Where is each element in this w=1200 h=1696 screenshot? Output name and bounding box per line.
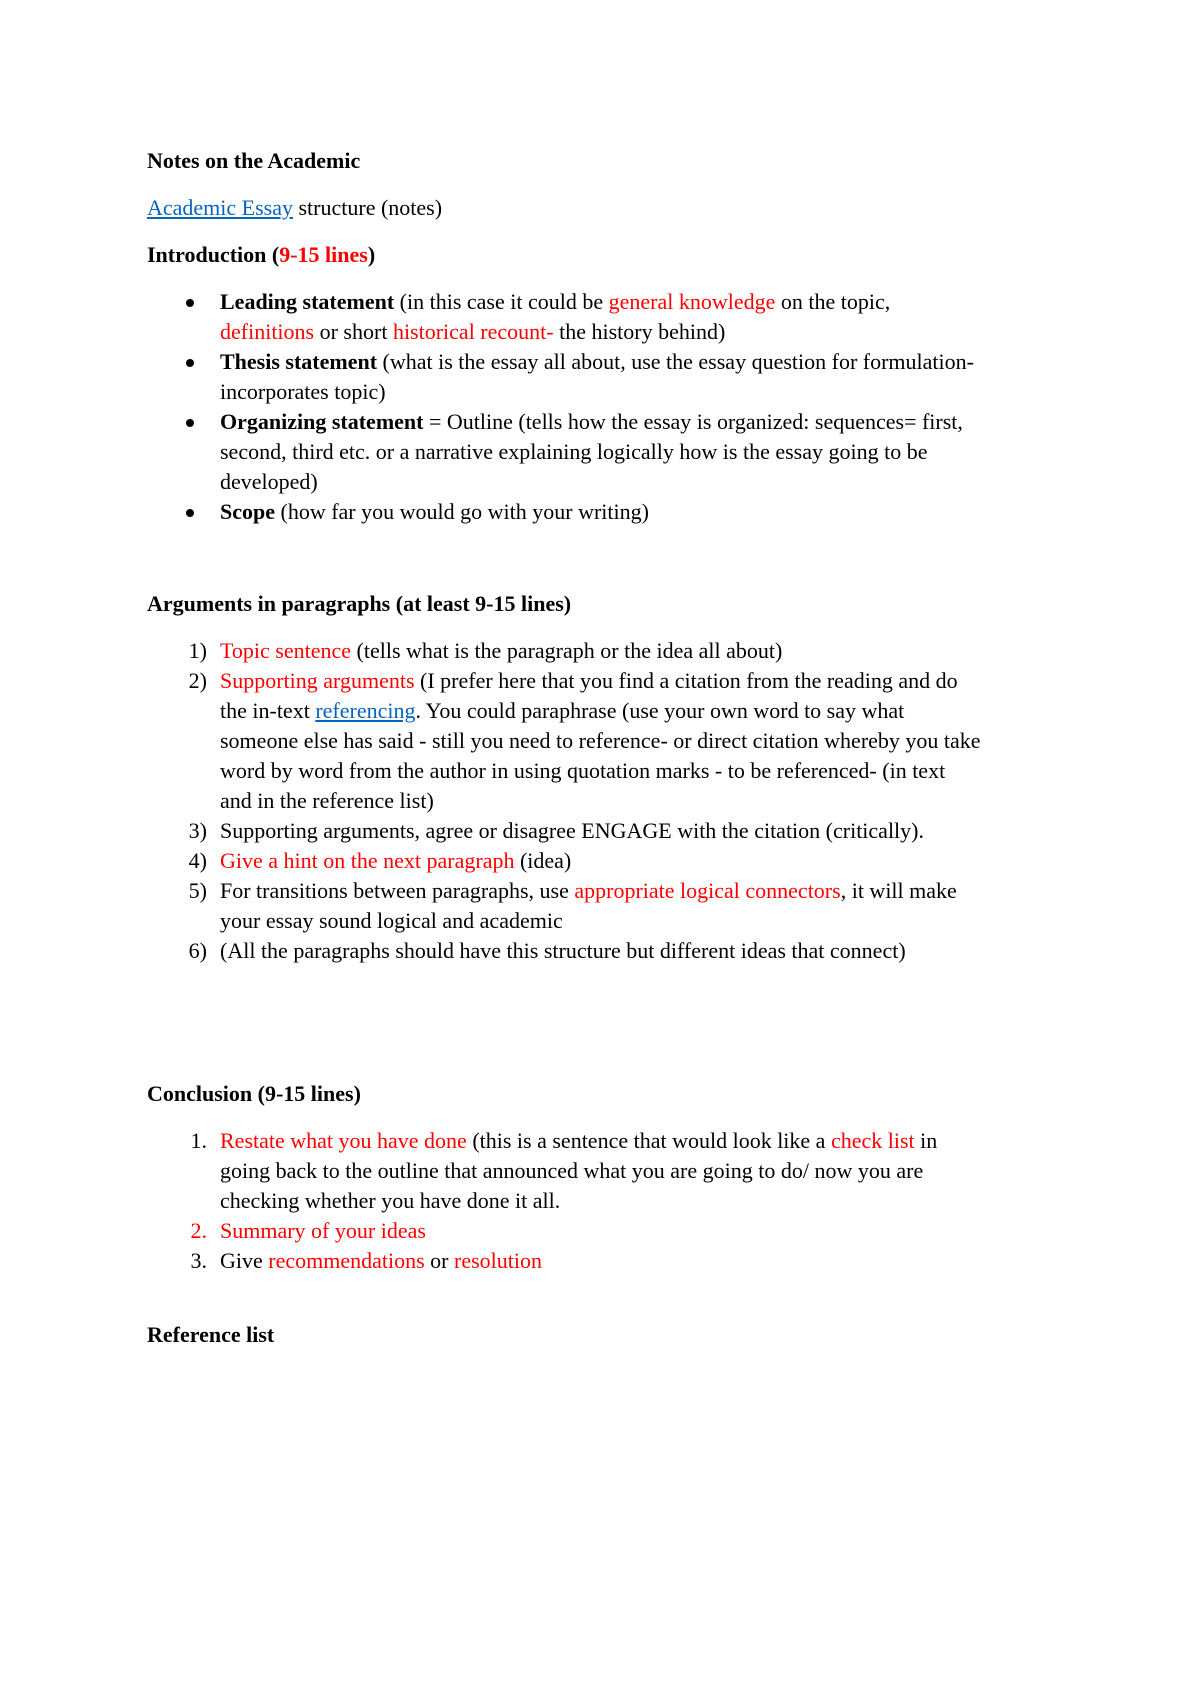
intro-item-text: (in this case it could be [394,289,609,314]
conclusion-line: Summary of your ideas [220,1218,426,1243]
intro-item-text: or short [314,319,393,344]
intro-item-text: = Outline (tells how the essay is organized: sequences= first, [423,409,963,434]
bullet-icon [186,419,194,427]
introduction-heading [147,240,375,270]
intro-item-leading-statement [147,287,1077,347]
argument-line: Supporting arguments, agree or disagree ENGAGE with the citation (critically). [220,818,924,843]
subtitle [147,193,442,223]
intro-item-line [220,317,1077,347]
arguments-heading: Arguments in paragraphs (at least 9-15 lines) [147,591,572,616]
conclusion-text: in [914,1128,938,1153]
list-number: 1. [190,1128,207,1153]
intro-item-emphasis: definitions [220,319,315,344]
bullet-icon [186,509,194,517]
bullet-icon [186,359,194,367]
conclusion-text: or [424,1248,454,1273]
argument-text: , it will make [840,878,957,903]
argument-item [147,636,1077,666]
argument-line: someone else has said - still you need to reference- or direct citation whereby you take [220,728,981,753]
argument-item [147,936,1077,966]
conclusion-emphasis: recommendations [268,1248,425,1273]
argument-item [147,876,1077,936]
intro-item-scope [147,497,1077,527]
academic-essay-link[interactable]: Academic Essay [147,195,293,220]
conclusion-item [147,1246,1077,1276]
introduction-heading-text: Introduction ( [147,242,280,267]
argument-line [220,696,1077,726]
argument-text: For transitions between paragraphs, use [220,878,575,903]
introduction-heading-lines: 9-15 lines [279,242,368,267]
intro-item-text: the history behind) [553,319,726,344]
conclusion-text: Give [220,1248,269,1273]
list-number: 3. [190,1248,207,1273]
intro-item-line [220,497,1077,527]
argument-item [147,666,1077,816]
argument-emphasis: Give a hint on the next paragraph [220,848,515,873]
intro-item-line [220,347,1077,377]
intro-item-emphasis: historical recount- [392,319,554,344]
bullet-icon [186,299,194,307]
intro-item-line: incorporates topic) [220,379,386,404]
argument-line: word by word from the author in using quotation marks - to be referenced- (in text [220,758,946,783]
conclusion-line: checking whether you have done it all. [220,1188,561,1213]
list-number: 6) [188,938,207,963]
conclusion-heading: Conclusion (9-15 lines) [147,1081,361,1106]
introduction-heading-close: ) [367,242,376,267]
conclusion-line [220,1246,1077,1276]
list-number: 3) [188,818,207,843]
intro-item-term: Organizing statement [220,409,424,434]
argument-emphasis: appropriate logical connectors [574,878,841,903]
page-title: Notes on the Academic [147,148,361,173]
conclusion-line: going back to the outline that announced what you are going to do/ now you are [220,1158,924,1183]
reference-list-heading: Reference list [147,1322,275,1347]
conclusion-item [147,1216,1077,1246]
list-number: 2. [190,1218,207,1243]
argument-text: (idea) [514,848,572,873]
intro-item-organizing-statement [147,407,1077,497]
argument-line [220,666,1077,696]
conclusion-emphasis: Restate what you have done [220,1128,467,1153]
introduction-list [147,287,1077,527]
argument-item [147,816,1077,846]
intro-item-term: Thesis statement [220,349,378,374]
intro-item-text: (how far you would go with your writing) [275,499,649,524]
list-number: 5) [188,878,207,903]
argument-emphasis: Supporting arguments [220,668,415,693]
argument-emphasis: Topic sentence [220,638,352,663]
argument-text: (I prefer here that you find a citation from the reading and do [414,668,958,693]
conclusion-emphasis: resolution [454,1248,542,1273]
list-number: 1) [188,638,207,663]
conclusion-list [147,1126,1077,1276]
intro-item-text: on the topic, [775,289,891,314]
list-number: 2) [188,668,207,693]
intro-item-emphasis: general knowledge [608,289,776,314]
intro-item-line: developed) [220,469,318,494]
intro-item-term: Leading statement [220,289,395,314]
argument-line: your essay sound logical and academic [220,908,563,933]
referencing-link[interactable]: referencing [315,698,416,723]
intro-item-line [220,287,1077,317]
intro-item-line: second, third etc. or a narrative explaining logically how is the essay going to be [220,439,928,464]
conclusion-text: (this is a sentence that would look like a [466,1128,831,1153]
intro-item-text: (what is the essay all about, use the essay question for formulation- [377,349,974,374]
argument-line: and in the reference list) [220,788,434,813]
argument-line [220,846,1077,876]
list-number: 4) [188,848,207,873]
argument-text: . You could paraphrase (use your own word to say what [415,698,905,723]
argument-line [220,636,1077,666]
conclusion-emphasis: check list [830,1128,915,1153]
argument-text: the in-text [220,698,316,723]
argument-item [147,846,1077,876]
subtitle-text: structure (notes) [293,195,443,220]
arguments-list [147,636,1077,966]
argument-line: (All the paragraphs should have this structure but different ideas that connect) [220,938,906,963]
conclusion-item [147,1126,1077,1216]
intro-item-term: Scope [220,499,275,524]
conclusion-line [220,1126,1077,1156]
intro-item-thesis-statement [147,347,1077,407]
argument-text: (tells what is the paragraph or the idea all about) [351,638,783,663]
argument-line [220,876,1077,906]
intro-item-line [220,407,1077,437]
